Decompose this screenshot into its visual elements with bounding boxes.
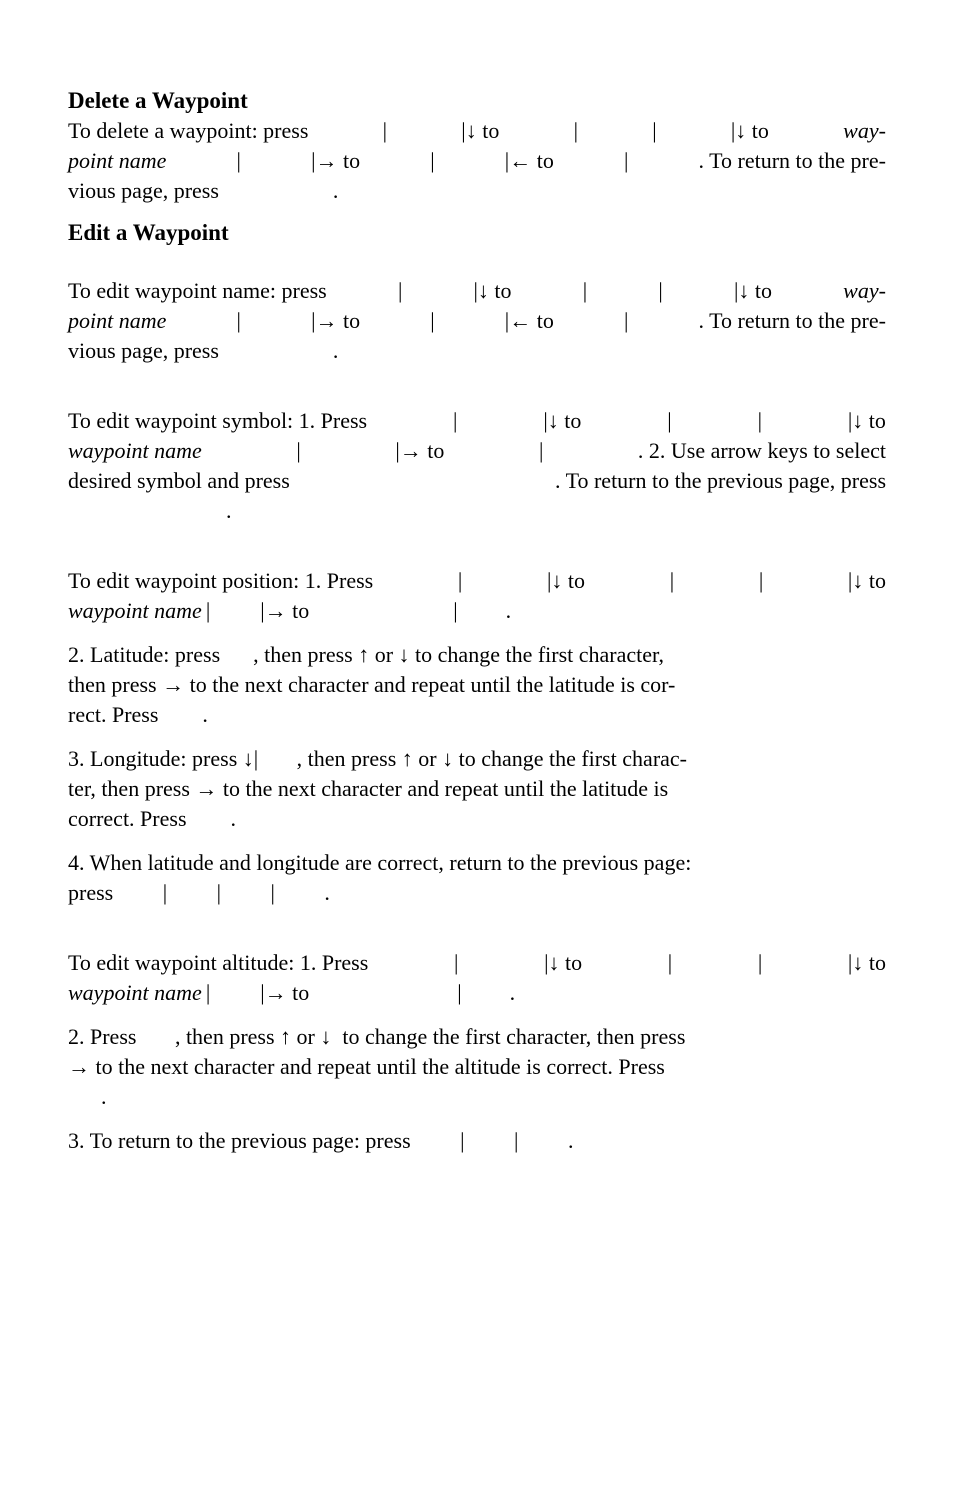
edit-name-line-1 xyxy=(68,276,886,306)
italic-text: waypoint name xyxy=(68,598,202,623)
text-segment: . xyxy=(509,980,516,1005)
altitude-step3-line: 3. To return to the previous page: press | | . xyxy=(68,1128,574,1153)
key-separator: | xyxy=(623,308,629,333)
key-arrow-down: |↓ to xyxy=(730,118,769,143)
key-arrow-left: |← to xyxy=(504,148,554,173)
key-separator: | xyxy=(669,568,675,593)
delete-line-1 xyxy=(68,116,886,146)
key-arrow-right: |→ to xyxy=(395,438,445,463)
key-separator: | xyxy=(538,438,544,463)
key-separator: | xyxy=(757,408,762,433)
key-separator: | xyxy=(758,568,764,593)
italic-text: point name xyxy=(68,308,167,333)
altitude-step2-line-2: → to the next character and repeat until the altitude is correct. Press xyxy=(68,1054,665,1079)
text-segment: To edit waypoint symbol: 1. Press xyxy=(68,408,368,433)
key-separator: | xyxy=(205,598,211,623)
altitude-step2-line-3: . xyxy=(68,1084,107,1109)
key-arrow-down: |↓ to xyxy=(473,278,512,303)
key-separator: | xyxy=(205,980,211,1005)
final-line-1: 4. When latitude and longitude are correct, return to the previous page: xyxy=(68,850,692,875)
edit-altitude-line-2 xyxy=(68,978,886,1008)
key-arrow-down: |↓ to xyxy=(847,408,886,433)
latitude-line-1: 2. Latitude: press , then press ↑ or ↓ to change the first character, xyxy=(68,642,664,667)
longitude-line-2: ter, then press → to the next character and repeat until the latitude is xyxy=(68,776,669,801)
text-segment: To delete a waypoint: press xyxy=(68,118,309,143)
key-arrow-right: |→ to xyxy=(260,980,310,1005)
key-arrow-down: |↓ to xyxy=(733,278,772,303)
key-arrow-down: |↓ to xyxy=(461,118,500,143)
key-separator: | xyxy=(457,980,462,1005)
key-arrow-down: |↓ to xyxy=(847,950,886,975)
key-separator: | xyxy=(658,278,663,303)
key-separator: | xyxy=(457,568,463,593)
text-segment: vious page, press xyxy=(68,338,219,363)
key-separator: | xyxy=(757,950,763,975)
text-segment: . To return to the previous page, press xyxy=(554,468,886,493)
key-separator: | xyxy=(582,278,588,303)
text-segment: To edit waypoint altitude: 1. Press xyxy=(68,950,369,975)
text-segment: vious page, press xyxy=(68,178,219,203)
key-separator: | xyxy=(667,950,673,975)
edit-symbol-line-2 xyxy=(68,436,886,466)
edit-symbol-line-3 xyxy=(68,466,886,496)
text-segment: To edit waypoint name: press xyxy=(68,278,327,303)
key-separator: | xyxy=(430,148,435,173)
key-separator: | xyxy=(430,308,435,333)
edit-altitude-line-1 xyxy=(68,948,886,978)
text-segment: . xyxy=(332,178,339,203)
key-arrow-down: |↓ to xyxy=(544,950,583,975)
delete-line-2 xyxy=(68,146,886,176)
latitude-line-2: then press → to the next character and repeat until the latitude is cor- xyxy=(68,672,676,697)
edit-name-line-3 xyxy=(68,336,886,366)
longitude-line-3: correct. Press . xyxy=(68,806,237,831)
key-separator: | xyxy=(652,118,657,143)
key-separator: | xyxy=(667,408,672,433)
key-arrow-right: |→ to xyxy=(311,308,361,333)
text-segment: . 2. Use arrow keys to select xyxy=(637,438,886,463)
text-segment: . xyxy=(505,598,512,623)
text-segment: . xyxy=(226,498,232,523)
latitude-line-3: rect. Press . xyxy=(68,702,208,727)
key-arrow-right: |→ to xyxy=(311,148,361,173)
edit-position-line-2 xyxy=(68,596,886,626)
key-arrow-left: |← to xyxy=(504,308,554,333)
key-separator: | xyxy=(382,118,388,143)
edit-waypoint-heading: Edit a Waypoint xyxy=(68,220,229,245)
key-separator: | xyxy=(397,278,403,303)
key-separator: | xyxy=(623,148,629,173)
text-segment: . To return to the pre- xyxy=(698,308,886,333)
manual-page xyxy=(68,86,886,1156)
key-separator: | xyxy=(236,148,241,173)
key-separator: | xyxy=(453,408,458,433)
key-separator: | xyxy=(296,438,301,463)
italic-text: way- xyxy=(843,118,886,143)
text-segment: To edit waypoint position: 1. Press xyxy=(68,568,374,593)
key-separator: | xyxy=(453,950,459,975)
key-separator: | xyxy=(453,598,458,623)
italic-text: way- xyxy=(843,278,886,303)
key-arrow-down: |↓ to xyxy=(543,408,582,433)
delete-waypoint-heading: Delete a Waypoint xyxy=(68,88,248,113)
key-arrow-right: |→ to xyxy=(260,598,310,623)
text-segment: desired symbol and press xyxy=(68,468,290,493)
edit-symbol-line-1 xyxy=(68,406,886,436)
edit-position-line-1 xyxy=(68,566,886,596)
text-segment: . xyxy=(332,338,339,363)
italic-text: point name xyxy=(68,148,167,173)
key-separator: | xyxy=(236,308,241,333)
italic-text: waypoint name xyxy=(68,438,202,463)
italic-text: waypoint name xyxy=(68,980,202,1005)
edit-symbol-line-4 xyxy=(68,496,886,526)
key-arrow-down: |↓ to xyxy=(547,568,586,593)
edit-name-line-2 xyxy=(68,306,886,336)
delete-line-3 xyxy=(68,176,886,206)
longitude-line-1: 3. Longitude: press ↓| , then press ↑ or ↓ to change the first charac- xyxy=(68,746,688,771)
text-segment: . To return to the pre- xyxy=(698,148,886,173)
key-separator: | xyxy=(573,118,578,143)
altitude-step2-line-1: 2. Press , then press ↑ or ↓ to change the first character, then press xyxy=(68,1024,686,1049)
final-line-2: press | | | . xyxy=(68,880,330,905)
key-arrow-down: |↓ to xyxy=(847,568,886,593)
